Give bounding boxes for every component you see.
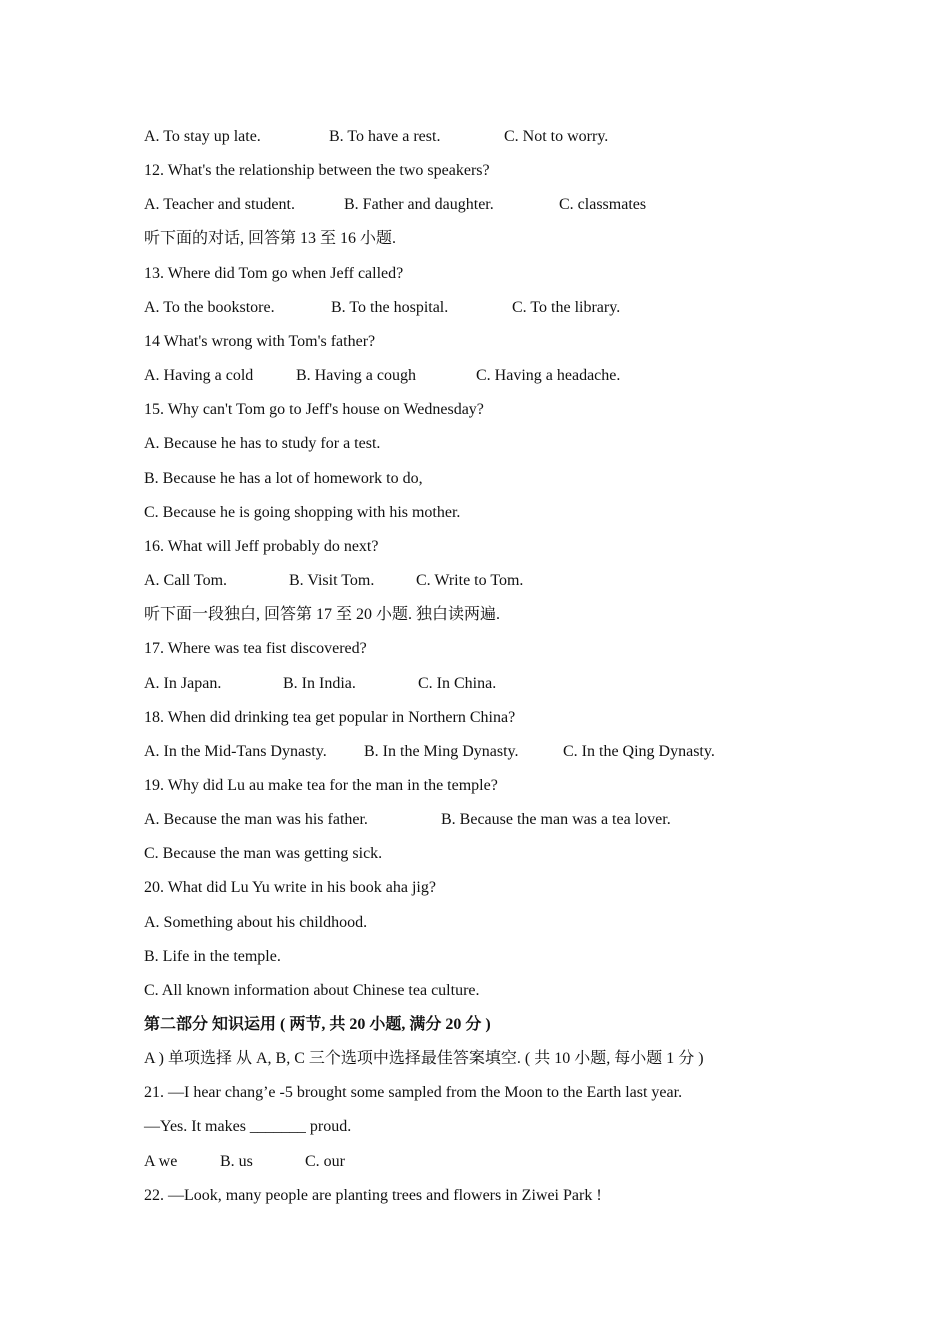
question-18: 18. When did drinking tea get popular in Northern China?	[144, 709, 516, 726]
option-b: B. Life in the temple.	[144, 948, 281, 965]
option-c: C. Write to Tom.	[416, 572, 524, 589]
option-b: B. Father and daughter.	[344, 196, 494, 213]
question-22: 22. —Look, many people are planting trees and flowers in Ziwei Park !	[144, 1187, 602, 1204]
question-21-reply: —Yes. It makes _______ proud.	[144, 1118, 352, 1135]
question-15: 15. Why can't Tom go to Jeff's house on Wednesday?	[144, 401, 484, 418]
question-20: 20. What did Lu Yu write in his book aha jig?	[144, 879, 436, 896]
option-a: A. Call Tom.	[144, 572, 228, 589]
option-a: A. Because the man was his father.	[144, 811, 368, 828]
option-a: A. Because he has to study for a test.	[144, 435, 381, 452]
option-b: B. Visit Tom.	[289, 572, 375, 589]
option-b: B. In India.	[283, 675, 356, 692]
section-instruction: 听下面的对话, 回答第 13 至 16 小题.	[144, 230, 397, 247]
question-17: 17. Where was tea fist discovered?	[144, 640, 367, 657]
option-a: A. Something about his childhood.	[144, 914, 368, 931]
option-b: B. Because the man was a tea lover.	[441, 811, 671, 828]
option-c: C. Because he is going shopping with his mother.	[144, 504, 461, 521]
option-c: C. our	[305, 1153, 345, 1170]
option-a: A. To the bookstore.	[144, 299, 275, 316]
option-b: B. us	[220, 1153, 253, 1170]
question-19: 19. Why did Lu au make tea for the man in the temple?	[144, 777, 498, 794]
option-c: C. In China.	[418, 675, 497, 692]
option-c: C. In the Qing Dynasty.	[563, 743, 715, 760]
option-b: B. Because he has a lot of homework to do,	[144, 470, 423, 487]
question-13: 13. Where did Tom go when Jeff called?	[144, 265, 404, 282]
option-c: C. To the library.	[512, 299, 621, 316]
option-c: C. classmates	[559, 196, 647, 213]
option-a: A. In the Mid-Tans Dynasty.	[144, 743, 327, 760]
option-b: B. To have a rest.	[329, 128, 441, 145]
option-c: C. All known information about Chinese tea culture.	[144, 982, 480, 999]
option-c: C. Not to worry.	[504, 128, 609, 145]
option-c: C. Having a headache.	[476, 367, 621, 384]
option-b: B. In the Ming Dynasty.	[364, 743, 519, 760]
part-heading: 第二部分 知识运用 ( 两节, 共 20 小题, 满分 20 分 )	[144, 1016, 491, 1033]
question-14: 14 What's wrong with Tom's father?	[144, 333, 376, 350]
option-a: A. Having a cold	[144, 367, 254, 384]
option-b: B. Having a cough	[296, 367, 416, 384]
question-21: 21. —I hear chang’e -5 brought some sampled from the Moon to the Earth last year.	[144, 1084, 683, 1101]
question-16: 16. What will Jeff probably do next?	[144, 538, 379, 555]
section-instruction: 听下面一段独白, 回答第 17 至 20 小题. 独白读两遍.	[144, 606, 501, 623]
section-instruction: A ) 单项选择 从 A, B, C 三个选项中选择最佳答案填空. ( 共 10 小题, 每小题 1 分 )	[144, 1050, 704, 1067]
option-a: A. In Japan.	[144, 675, 222, 692]
option-c: C. Because the man was getting sick.	[144, 845, 383, 862]
option-a: A. Teacher and student.	[144, 196, 295, 213]
question-12: 12. What's the relationship between the two speakers?	[144, 162, 490, 179]
option-a: A we	[144, 1153, 178, 1170]
option-b: B. To the hospital.	[331, 299, 449, 316]
option-a: A. To stay up late.	[144, 128, 261, 145]
